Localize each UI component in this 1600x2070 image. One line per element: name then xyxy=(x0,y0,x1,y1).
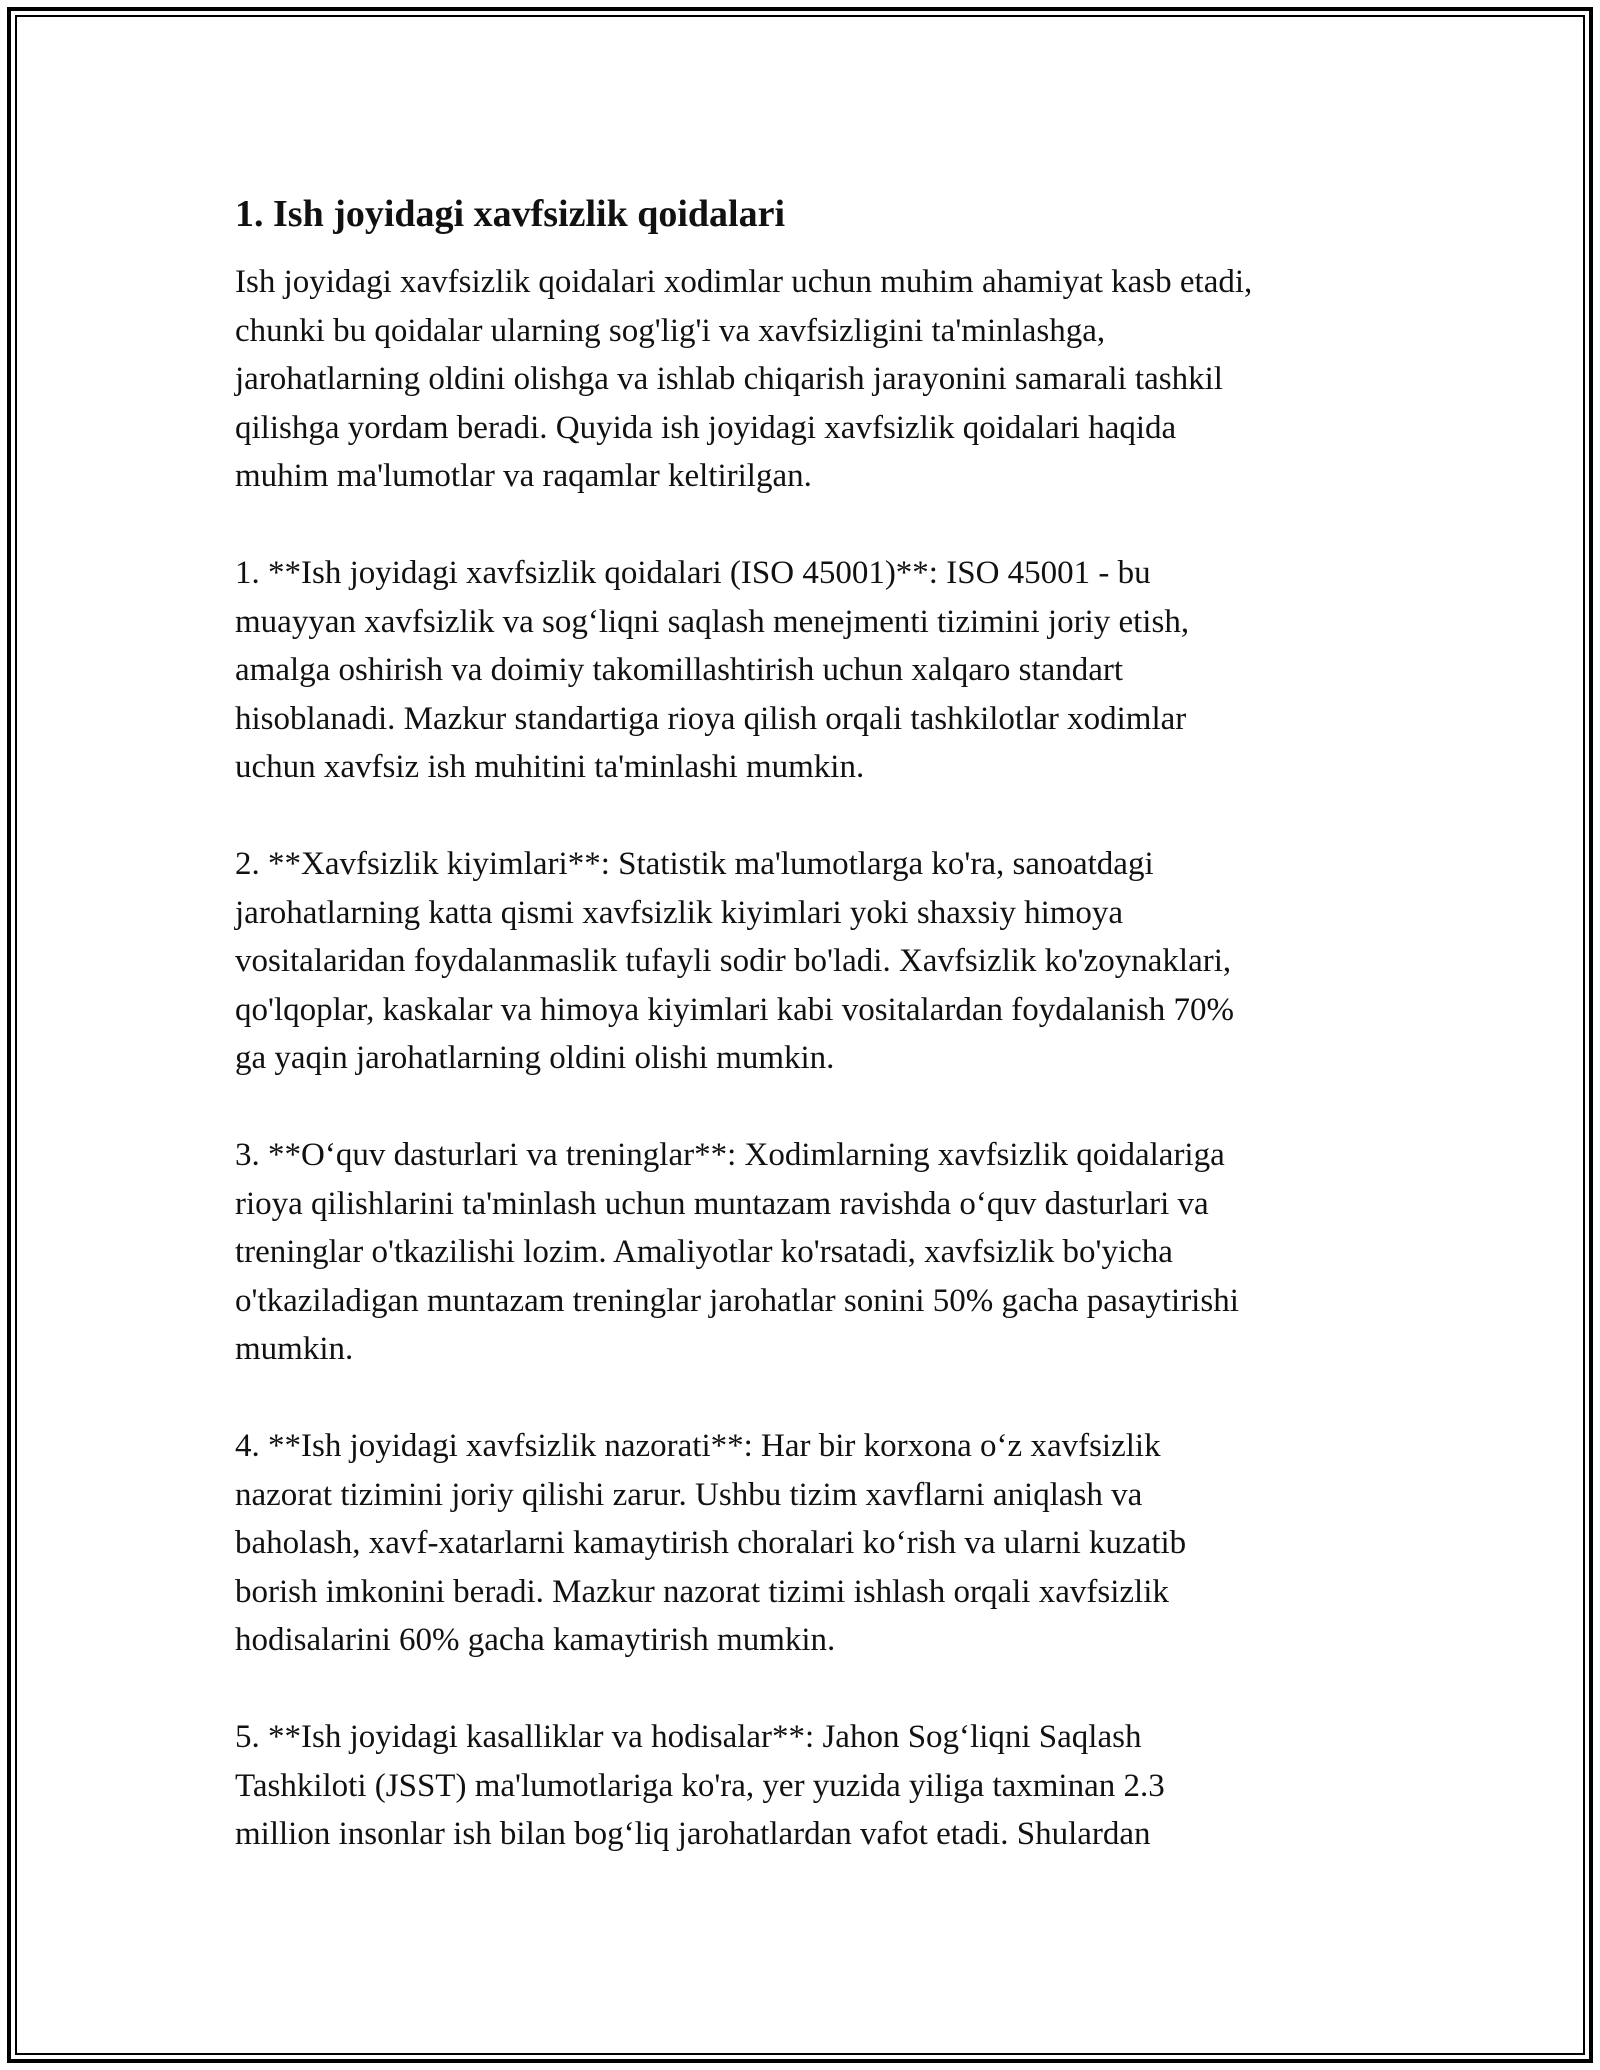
paragraph-workplace-illnesses: 5. **Ish joyidagi kasalliklar va hodisalar**: Jahon Sog‘liqni Saqlash Tashkiloti (JSST) ma'lumotlariga ko'ra, yer yuzida yiliga taxminan 2.3 million insonlar ish bilan bog‘liq jarohatlardan vafot etadi. Shulardan xyxy=(235,1719,1165,1852)
paragraph-iso-45001: 1. **Ish joyidagi xavfsizlik qoidalari (ISO 45001)**: ISO 45001 - bu muayyan xavfsizlik va sog‘liqni saqlash menejmenti tizimini joriy etish, amalga oshirish va doimiy takomillashtirish uchun xalqaro standart hisoblanadi. Mazkur standartiga rioya qilish orqali tashkilotlar xodimlar uchun xavfsiz ish muhitini ta'minlashi mumkin. xyxy=(235,555,1190,785)
document-title: 1. Ish joyidagi xavfsizlik qoidalari xyxy=(235,193,786,235)
paragraph-safety-clothing: 2. **Xavfsizlik kiyimlari**: Statistik ma'lumotlarga ko'ra, sanoatdagi jarohatlarning katta qismi xavfsizlik kiyimlari yoki shaxsiy himoya vositalaridan foydalanmaslik tufayli sodir bo'ladi. Xavfsizlik ko'zoynaklari, qo'lqoplar, kaskalar va himoya kiyimlari kabi vositalardan foydalanish 70% ga yaqin jarohatlarning oldini olishi mumkin. xyxy=(235,846,1234,1076)
document-body xyxy=(235,188,1375,1907)
intro-paragraph: Ish joyidagi xavfsizlik qoidalari xodimlar uchun muhim ahamiyat kasb etadi, chunki bu qoidalar ularning sog'lig'i va xavfsizligini ta'minlashga, jarohatlarning oldini olishga va ishlab chiqarish jarayonini samarali tashkil qilishga yordam beradi. Quyida ish joyidagi xavfsizlik qoidalari haqida muhim ma'lumotlar va raqamlar keltirilgan. xyxy=(235,264,1253,494)
paragraph-training-programs: 3. **O‘quv dasturlari va treninglar**: Xodimlarning xavfsizlik qoidalariga rioya qilishlarini ta'minlash uchun muntazam ravishda o‘quv dasturlari va treninglar o'tkazilishi lozim. Amaliyotlar ko'rsatadi, xavfsizlik bo'yicha o'tkaziladigan muntazam treninglar jarohatlar sonini 50% gacha pasaytirishi mumkin. xyxy=(235,1137,1239,1367)
paragraph-safety-control: 4. **Ish joyidagi xavfsizlik nazorati**: Har bir korxona o‘z xavfsizlik nazorat tizimini joriy qilishi zarur. Ushbu tizim xavflarni aniqlash va baholash, xavf-xatarlarni kamaytirish choralari ko‘rish va ularni kuzatib borish imkonini beradi. Mazkur nazorat tizimi ishlash orqali xavfsizlik hodisalarini 60% gacha kamaytirish mumkin. xyxy=(235,1428,1187,1658)
